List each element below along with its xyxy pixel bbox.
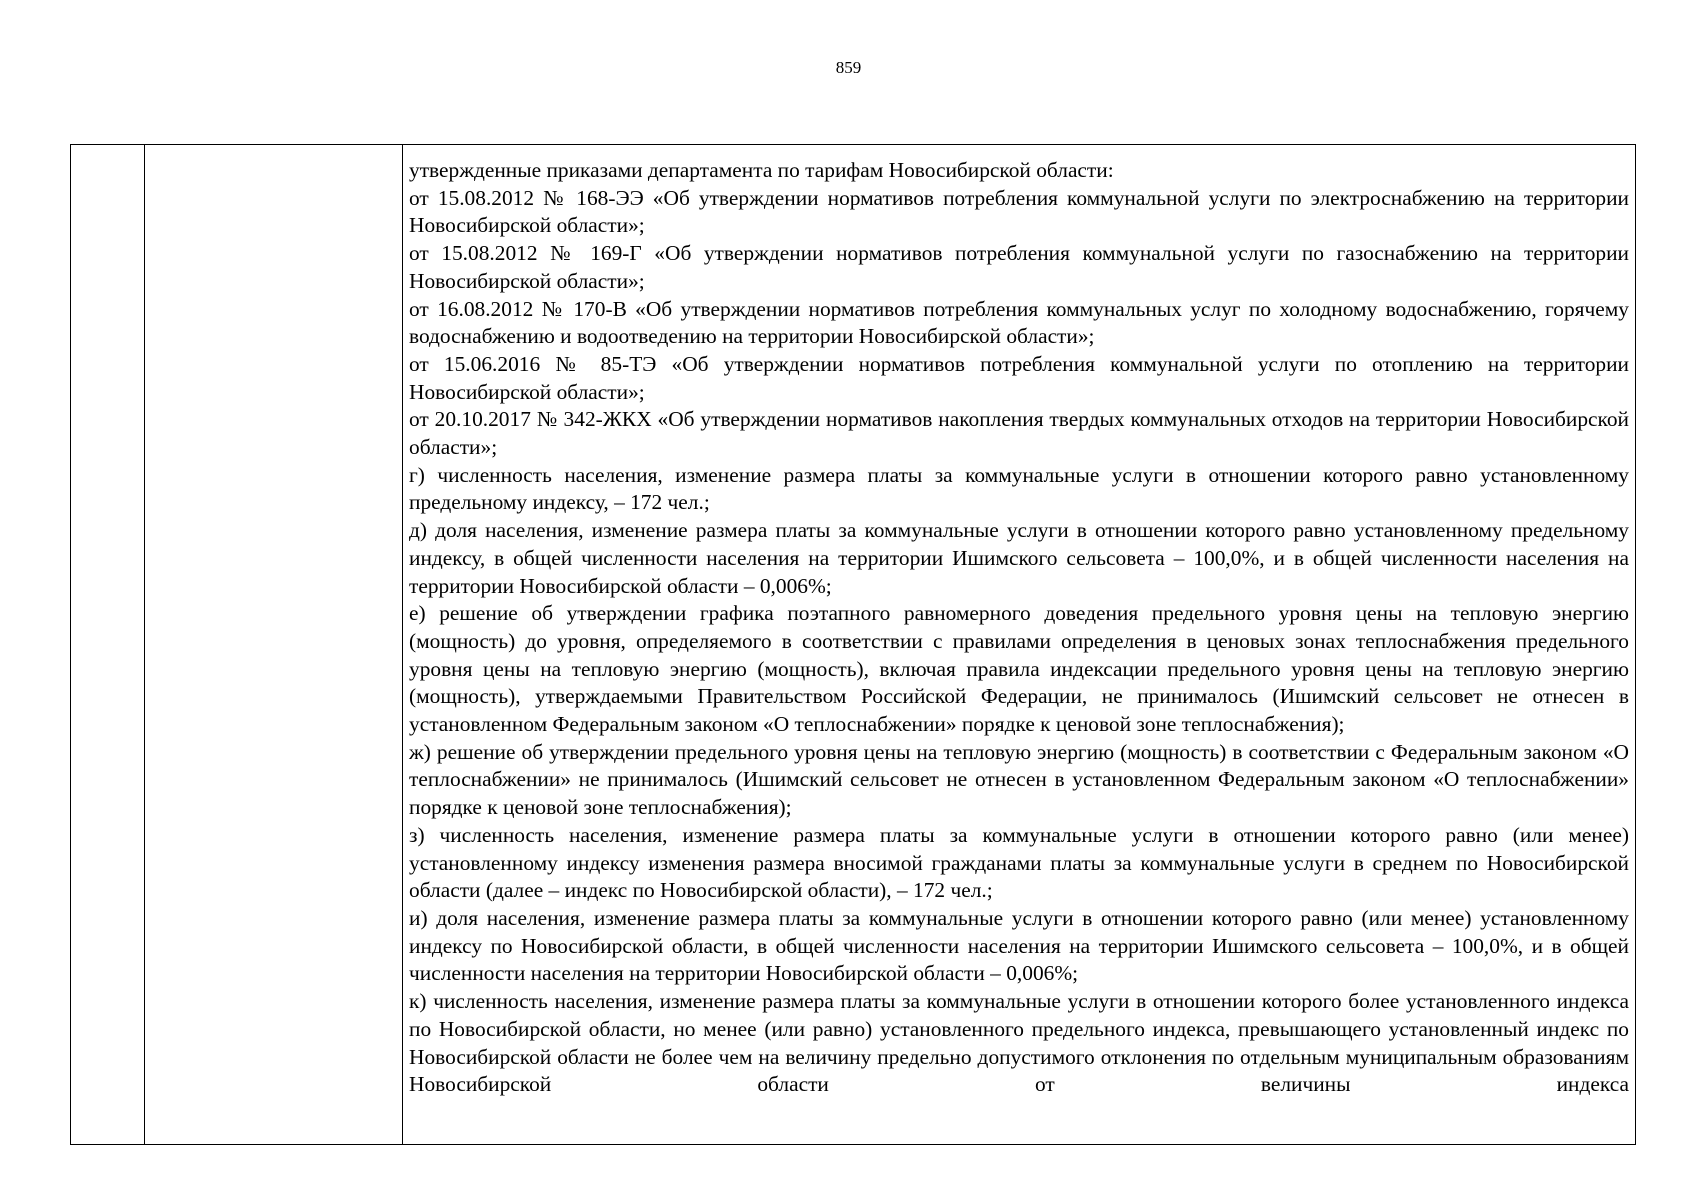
- table-cell-name: [145, 145, 403, 1144]
- paragraph: и) доля населения, изменение размера платы за коммунальные услуги в отношении которого равно (или менее) установленному индексу по Новосибирской области, в общей численности населения на территории Ишимского сельсовета – 100,0%, и в общей численности населения на территории Новосибирской области – 0,006%;: [409, 905, 1629, 986]
- paragraph: от 20.10.2017 № 342-ЖКХ «Об утверждении нормативов накопления твердых коммунальных отходов на территории Новосибирской области»;: [409, 407, 1629, 460]
- paragraph: от 15.08.2012 № 169-Г «Об утверждении нормативов потребления коммунальной услуги по газоснабжению на территории Новосибирской области»;: [409, 241, 1629, 293]
- paragraph: от 16.08.2012 № 170-В «Об утверждении нормативов потребления коммунальных услуг по холодному водоснабжению, горячему водоснабжению и водоотведению на территории Новосибирской области»;: [409, 296, 1629, 349]
- paragraph: е) решение об утверждении графика поэтапного равномерного доведения предельного уровня цены на тепловую энергию (мощность) до уровня, определяемого в соответствии с правилами определения в ценовых зонах теплоснабжения предельного уровня цены на тепловую энергию (мощность), включая правила индексации предельного уровня цены на тепловую энергию (мощность), утверждаемыми Правительством Российской Федерации, не принималось (Ишимский сельсовет не отнесен в установленном Федеральным законом «О теплоснабжении» порядке к ценовой зоне теплоснабжения);: [409, 601, 1629, 737]
- page-number: 859: [835, 58, 862, 77]
- paragraph: з) численность населения, изменение размера платы за коммунальные услуги в отношении которого равно (или менее) установленному индексу изменения размера вносимой гражданами платы за коммунальные услуги в среднем по Новосибирской области (далее – индекс по Новосибирской области), – 172 чел.;: [409, 822, 1629, 903]
- table-cell-text: [403, 145, 1635, 1144]
- paragraph: от 15.08.2012 № 168-ЭЭ «Об утверждении нормативов потребления коммунальной услуги по электроснабжению на территории Новосибирской области»;: [409, 185, 1629, 238]
- paragraph: ж) решение об утверждении предельного уровня цены на тепловую энергию (мощность) в соответствии с Федеральным законом «О теплоснабжении» не принималось (Ишимский сельсовет не отнесен в установленном Федеральным законом «О теплоснабжении» порядке к ценовой зоне теплоснабжения);: [409, 739, 1629, 820]
- paragraph: к) численность населения, изменение размера платы за коммунальные услуги в отношении которого более установленного индекса по Новосибирской области, но менее (или равно) установленного предельного индекса, превышающего установленный индекс по Новосибирской области не более чем на величину предельно допустимого отклонения по отдельным муниципальным образованиям Новосибирской области от величины индекса: [409, 989, 1629, 1097]
- table-cell-number: [71, 145, 145, 1144]
- paragraph: д) доля населения, изменение размера платы за коммунальные услуги в отношении которого равно установленному предельному индексу, в общей численности населения на территории Ишимского сельсовета – 100,0%, и в общей численности населения на территории Новосибирской области – 0,006%;: [409, 518, 1629, 598]
- document-table: [70, 144, 1636, 1145]
- paragraph: утвержденные приказами департамента по тарифам Новосибирской области:: [409, 158, 1114, 182]
- paragraph: г) численность населения, изменение размера платы за коммунальные услуги в отношении которого равно установленному предельному индексу, – 172 чел.;: [409, 462, 1629, 515]
- paragraph: от 15.06.2016 № 85-ТЭ «Об утверждении нормативов потребления коммунальной услуги по отоплению на территории Новосибирской области»;: [409, 351, 1629, 404]
